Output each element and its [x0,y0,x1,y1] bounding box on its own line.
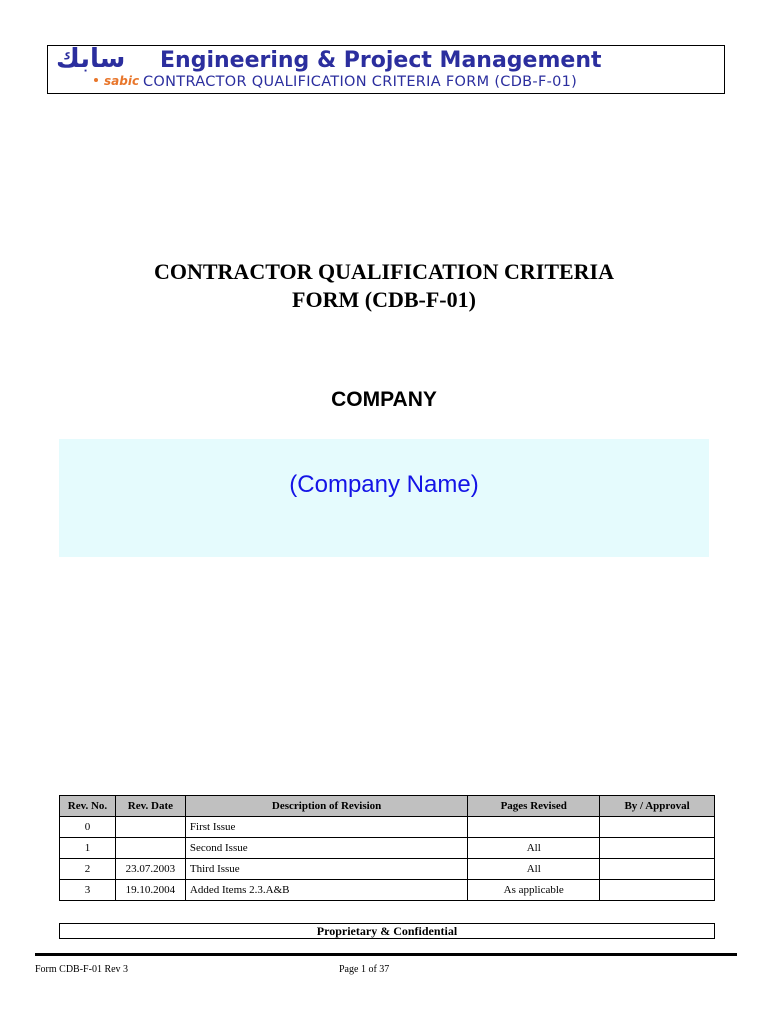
pages-revised-cell [468,817,600,838]
table-row [60,817,715,838]
footer-page-number: Page 1 of 37 [339,964,390,975]
description-cell: Added Items 2.3.A&B [185,880,467,901]
rev-date-cell [115,817,185,838]
pages-revised-cell: All [468,838,600,859]
rev-date-cell [115,838,185,859]
approval-cell [600,880,715,901]
pages-revised-cell: As applicable [468,880,600,901]
rev-no-cell: 3 [60,880,116,901]
proprietary-notice: Proprietary & Confidential [59,923,715,939]
logo-arabic-text: سابك [56,44,126,74]
company-name-box [59,439,709,557]
col-header-approval: By / Approval [600,796,715,817]
col-header-rev-date: Rev. Date [115,796,185,817]
company-label: COMPANY [331,388,437,411]
logo-latin-text: sabic [104,74,140,88]
approval-cell [600,859,715,880]
description-cell: Second Issue [185,838,467,859]
rev-no-cell: 0 [60,817,116,838]
revision-table-header-row [60,796,715,817]
company-name-field[interactable]: (Company Name) [289,471,479,498]
approval-cell [600,817,715,838]
sabic-logo [56,44,152,92]
revision-table [59,795,715,901]
document-title-line-2: FORM (CDB-F-01) [292,287,476,312]
rev-no-cell: 1 [60,838,116,859]
header-title: Engineering & Project Management [160,48,602,73]
rev-date-cell: 19.10.2004 [115,880,185,901]
table-row [60,838,715,859]
table-row [60,859,715,880]
footer-divider [35,953,737,956]
col-header-pages-revised: Pages Revised [468,796,600,817]
pages-revised-cell: All [468,859,600,880]
table-row [60,880,715,901]
document-title-line-1: CONTRACTOR QUALIFICATION CRITERIA [153,259,615,284]
description-cell: Third Issue [185,859,467,880]
rev-date-cell: 23.07.2003 [115,859,185,880]
description-cell: First Issue [185,817,467,838]
logo-dot [94,78,98,82]
document-header [47,45,725,94]
document-title [0,258,768,314]
col-header-description: Description of Revision [185,796,467,817]
rev-no-cell: 2 [60,859,116,880]
header-subtitle: CONTRACTOR QUALIFICATION CRITERIA FORM (CDB-F-01) [143,74,578,90]
approval-cell [600,838,715,859]
footer-form-ref: Form CDB-F-01 Rev 3 [35,964,129,975]
col-header-rev-no: Rev. No. [60,796,116,817]
